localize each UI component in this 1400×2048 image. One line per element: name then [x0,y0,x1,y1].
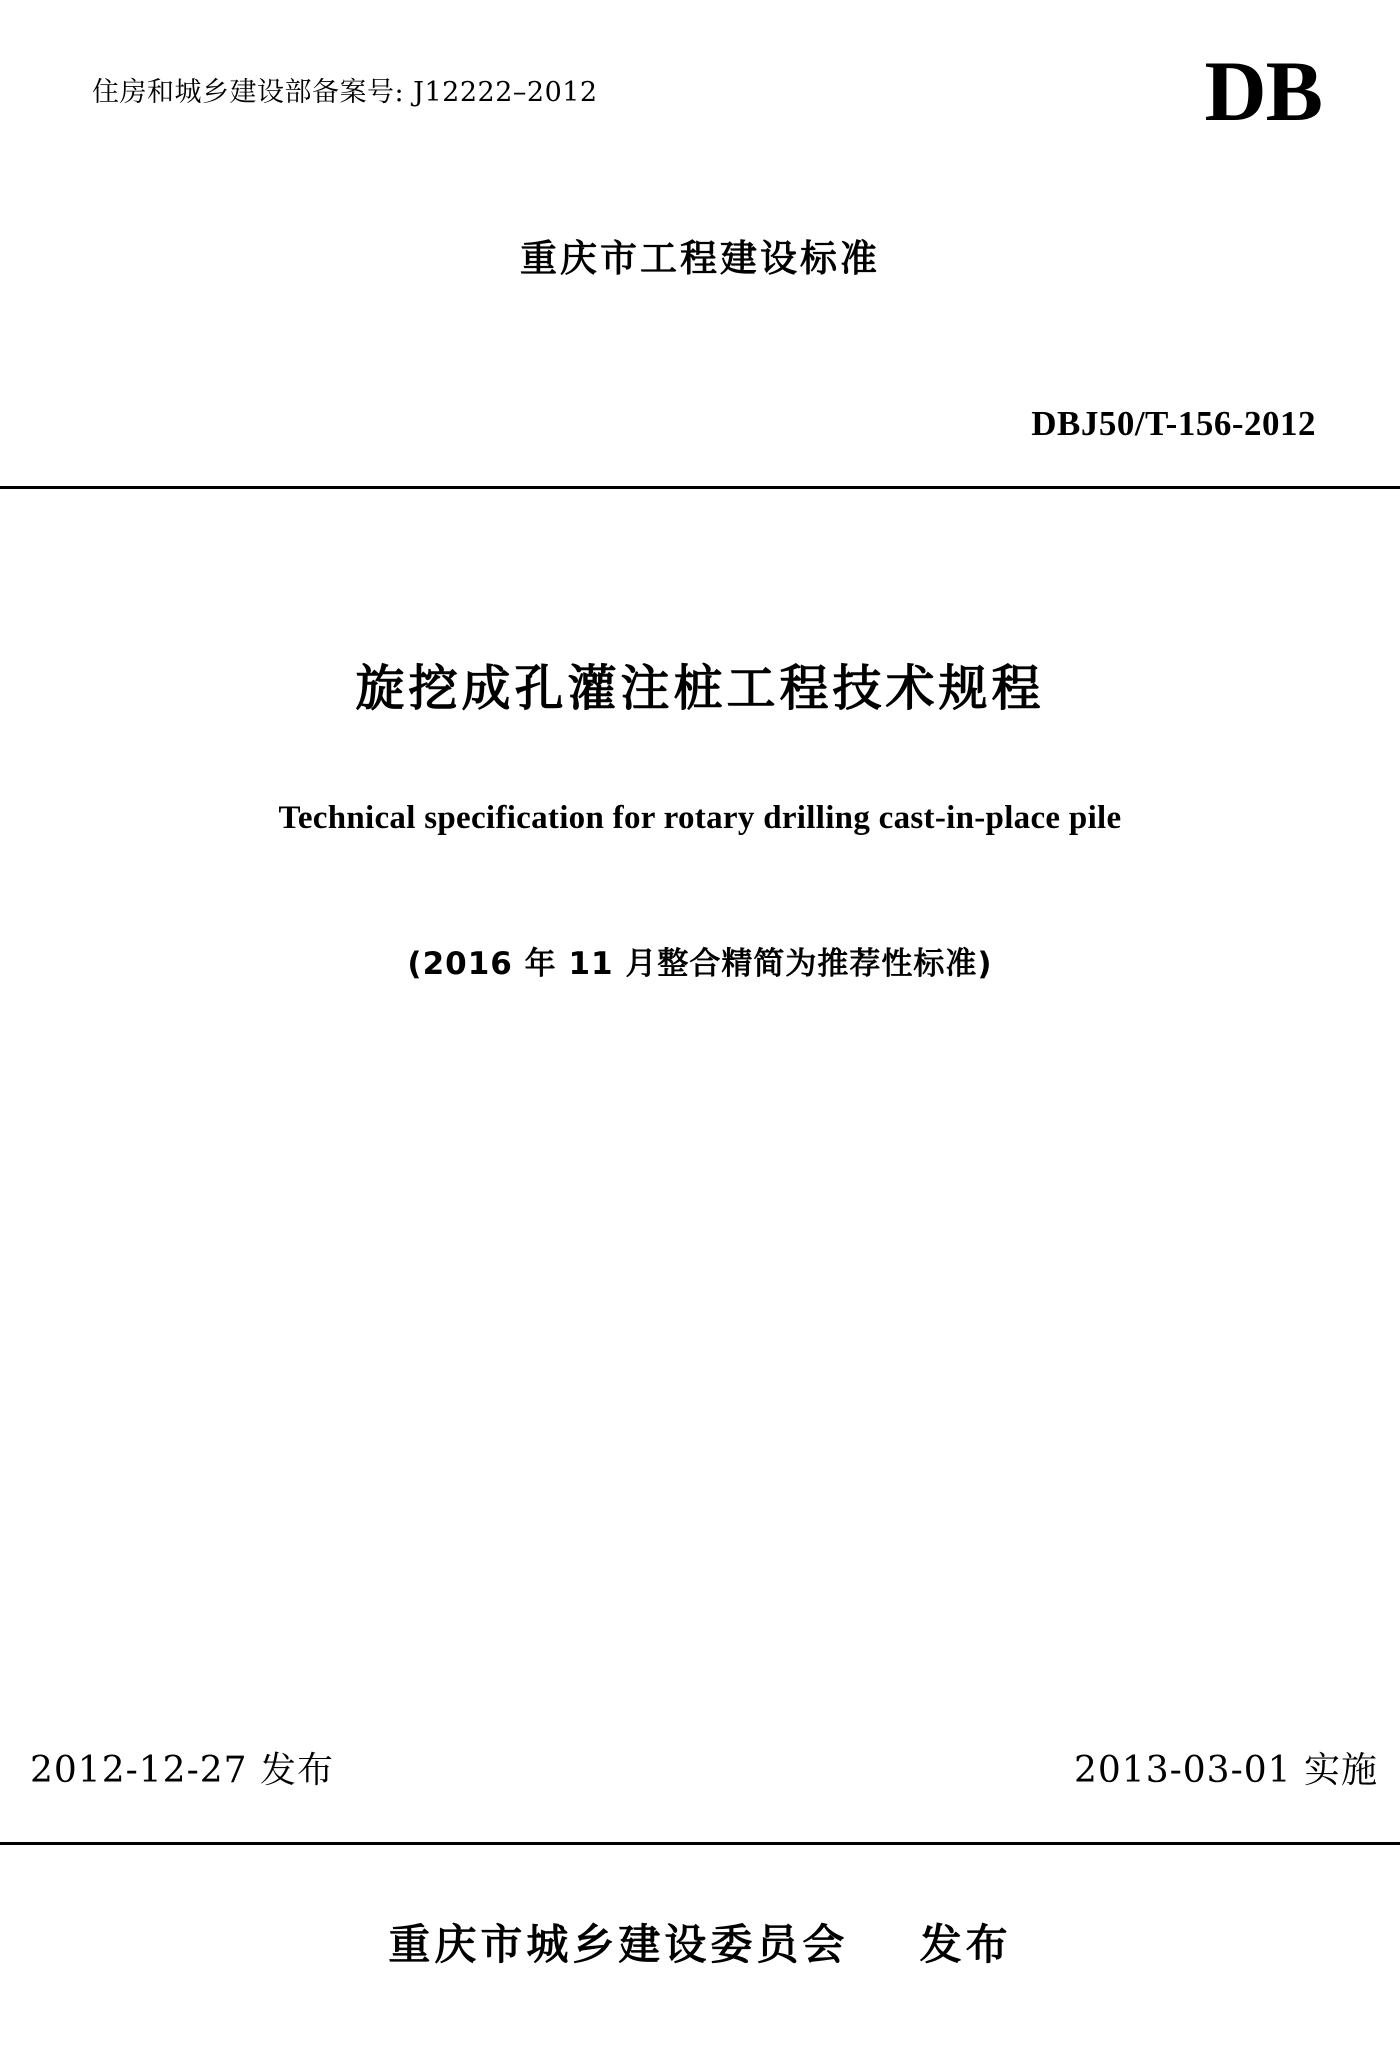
document-title-note: (2016 年 11 月整合精简为推荐性标准) [407,946,993,982]
divider-top [0,486,1400,489]
divider-bottom [0,1842,1400,1845]
standard-code-number: DBJ50/T-156-2012 [1031,404,1316,443]
publisher-line [0,1912,1400,1972]
document-title-english: Technical specification for rotary drilling cast-in-place pile [278,800,1122,836]
header-row [0,43,1400,168]
publisher-verb: 发布 [919,1920,1012,1969]
publisher-name: 重庆市城乡建设委员会 [388,1920,849,1969]
issue-date: 2012-12-27 发布 [30,1750,335,1791]
document-title-chinese: 旋挖成孔灌注桩工程技术规程 [355,660,1045,717]
dates-row [0,1742,1400,1802]
standard-series-title: 重庆市工程建设标准 [520,237,880,280]
db-standard-logo: DB [1204,43,1322,139]
ministry-record-number: 住房和城乡建设部备案号: J12222–2012 [92,77,598,108]
effective-date: 2013-03-01 实施 [1073,1750,1378,1791]
